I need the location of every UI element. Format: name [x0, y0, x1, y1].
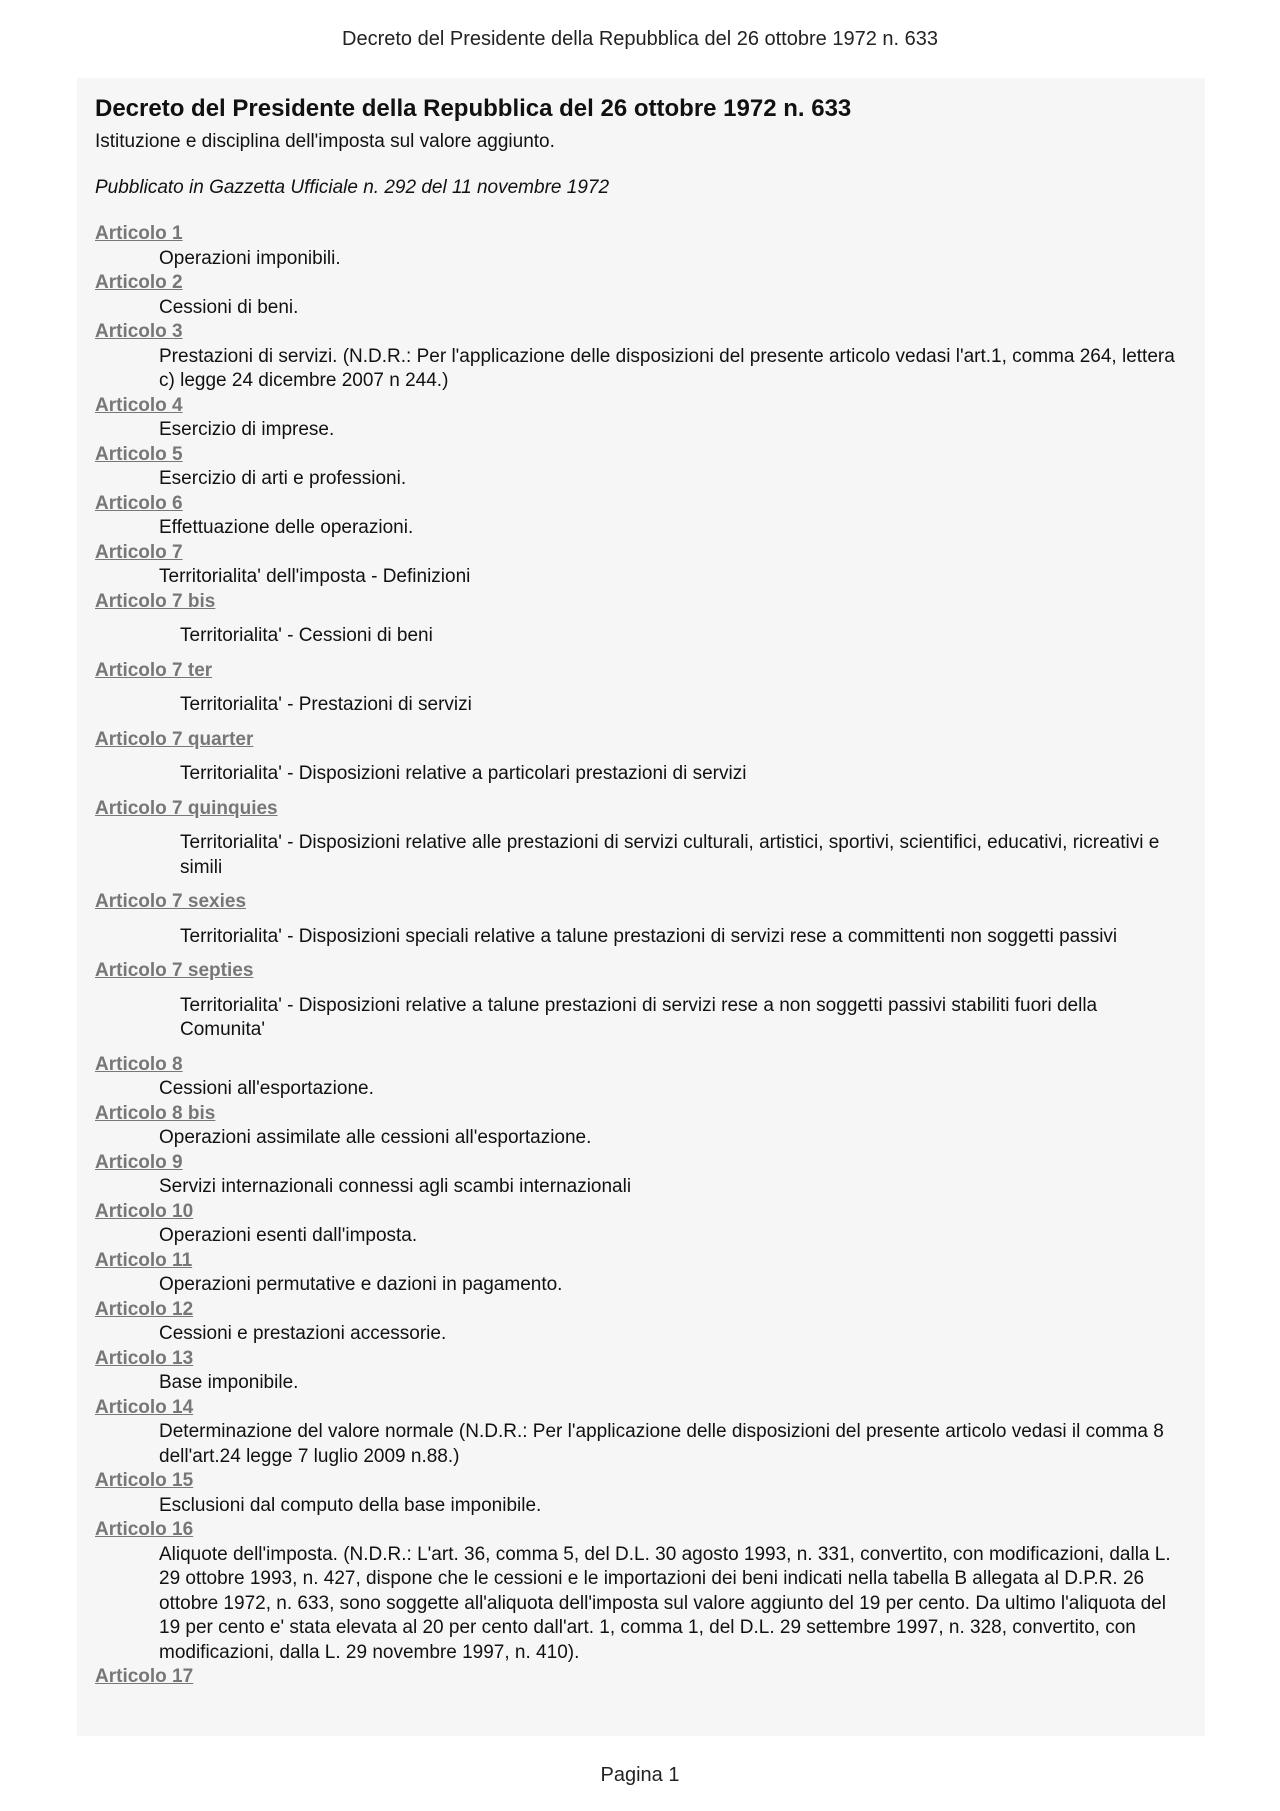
article-link[interactable]: Articolo 7 septies — [95, 960, 254, 981]
article-link[interactable]: Articolo 16 — [95, 1519, 194, 1540]
article-link[interactable]: Articolo 13 — [95, 1347, 194, 1369]
article-description: Esercizio di arti e professioni. — [159, 468, 407, 489]
article-link[interactable]: Articolo 7 quinquies — [95, 797, 278, 819]
article-description: Esercizio di imprese. — [159, 419, 335, 440]
article-link[interactable]: Articolo 7 quarter — [95, 728, 254, 750]
article-link[interactable]: Articolo 7 bis — [95, 590, 216, 612]
article-link[interactable]: Articolo 1 — [95, 223, 183, 244]
article-description: Effettuazione delle operazioni. — [159, 517, 414, 538]
article-description: Territorialita' - Disposizioni relative a particolari prestazioni di servizi — [180, 763, 747, 784]
article-description: Prestazioni di servizi. (N.D.R.: Per l'applicazione delle disposizioni del presente articolo vedasi l'art.1, comma 264, lettera c) legge 24 dicembre 2007 n 244.) — [159, 345, 1175, 391]
article-link[interactable]: Articolo 7 ter — [95, 659, 213, 681]
article-description: Operazioni esenti dall'imposta. — [159, 1225, 418, 1246]
article-description: Cessioni e prestazioni accessorie. — [159, 1323, 447, 1344]
article-link[interactable]: Articolo 15 — [95, 1470, 194, 1491]
article-description: Territorialita' - Disposizioni relative a talune prestazioni di servizi rese a non soggetti passivi stabiliti fuori della Comunita' — [180, 994, 1098, 1040]
article-link[interactable]: Articolo 2 — [95, 272, 183, 293]
articles-index — [95, 222, 1187, 1690]
article-link[interactable]: Articolo 4 — [95, 394, 183, 416]
article-link[interactable]: Articolo 7 — [95, 541, 183, 563]
article-link[interactable]: Articolo 7 sexies — [95, 891, 247, 912]
article-description: Operazioni assimilate alle cessioni all'esportazione. — [159, 1127, 592, 1148]
running-header: Decreto del Presidente della Repubblica del 26 ottobre 1972 n. 633 — [342, 28, 938, 50]
article-description: Cessioni di beni. — [159, 296, 299, 318]
article-description: Base imponibile. — [159, 1372, 299, 1393]
article-description: Territorialita' - Prestazioni di servizi — [180, 694, 472, 715]
document-title: Decreto del Presidente della Repubblica del 26 ottobre 1972 n. 633 — [95, 95, 852, 122]
article-link[interactable]: Articolo 10 — [95, 1200, 194, 1222]
document-panel — [77, 78, 1205, 1736]
article-description: Servizi internazionali connessi agli scambi internazionali — [159, 1176, 632, 1197]
article-description: Esclusioni dal computo della base imponibile. — [159, 1494, 542, 1516]
article-description: Aliquote dell'imposta. (N.D.R.: L'art. 36, comma 5, del D.L. 30 agosto 1993, n. 331, convertito, con modificazioni, dalla L. 29 ottobre 1993, n. 427, dispone che le cessioni e le importazioni dei beni indicati nella tabella B allegata al D.P.R. 26 ottobre 1972, n. 633, sono soggette all'aliquota dell'imposta sul valore aggiunto del 19 per cento. Da ultimo l'aliquota del 19 per cento e' stata elevata al 20 per cento dall'art. 1, comma 1, del D.L. 29 settembre 1997, n. 328, convertito, con modificazioni, dalla L. 29 novembre 1997, n. 410). — [159, 1543, 1171, 1663]
article-link[interactable]: Articolo 6 — [95, 492, 183, 514]
article-link[interactable]: Articolo 9 — [95, 1151, 183, 1173]
article-link[interactable]: Articolo 14 — [95, 1396, 194, 1418]
article-link[interactable]: Articolo 11 — [95, 1249, 193, 1271]
article-description: Determinazione del valore normale (N.D.R.: Per l'applicazione delle disposizioni del presente articolo vedasi il comma 8 dell'art.24 legge 7 luglio 2009 n.88.) — [159, 1421, 1164, 1467]
publication-info: Pubblicato in Gazzetta Ufficiale n. 292 del 11 novembre 1972 — [95, 177, 610, 198]
document-subtitle: Istituzione e disciplina dell'imposta sul valore aggiunto. — [95, 131, 555, 152]
article-link[interactable]: Articolo 12 — [95, 1298, 194, 1320]
article-link[interactable]: Articolo 5 — [95, 443, 183, 465]
article-description: Operazioni permutative e dazioni in pagamento. — [159, 1274, 563, 1295]
article-description: Territorialita' - Disposizioni relative alle prestazioni di servizi culturali, artistici, sportivi, scientifici, educativi, ricreativi e simili — [180, 832, 1160, 878]
page-number: Pagina 1 — [600, 1764, 680, 1786]
article-link[interactable]: Articolo 3 — [95, 321, 183, 342]
article-description: Territorialita' dell'imposta - Definizioni — [159, 566, 471, 587]
article-description: Territorialita' - Cessioni di beni — [180, 625, 433, 646]
article-description: Territorialita' - Disposizioni speciali relative a talune prestazioni di servizi rese a committenti non soggetti passivi — [180, 925, 1118, 947]
article-description: Operazioni imponibili. — [159, 247, 341, 269]
article-link[interactable]: Articolo 8 bis — [95, 1102, 216, 1124]
article-link[interactable]: Articolo 17 — [95, 1666, 194, 1687]
article-description: Cessioni all'esportazione. — [159, 1078, 374, 1099]
article-link[interactable]: Articolo 8 — [95, 1053, 183, 1075]
